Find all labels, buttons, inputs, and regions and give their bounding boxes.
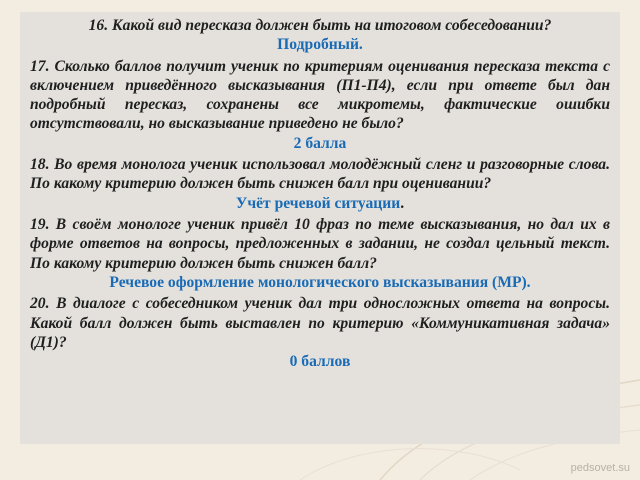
answer-17-text: 2 балла — [293, 134, 347, 152]
question-16: 16. Какой вид пересказа должен быть на итоговом собеседовании? — [88, 17, 552, 34]
question-20: 20. В диалоге с собеседником ученик дал три односложных ответа на вопросы. Какой балл должен быть выставлен по критерию «Коммуникативная задача» (Д1)? — [30, 295, 610, 351]
question-18: 18. Во время монолога ученик использовал молодёжный сленг и разговорные слова. По какому критерию должен быть снижен балл при оценивании? — [30, 156, 610, 193]
answer-16 — [30, 35, 610, 55]
answer-18-tail: . — [400, 194, 405, 212]
answer-16-text: Подробный. — [277, 36, 363, 54]
watermark: pedsovet.su — [570, 462, 630, 474]
answer-17 — [30, 134, 610, 154]
answer-20 — [30, 352, 610, 372]
question-17: 17. Сколько баллов получит ученик по критериям оценивания пересказа текста с включением приведённого высказывания (П1-П4), если при ответе был дан подробный пересказ, сохранены все микротемы, фактические ошибки отсутствовали, но высказывание приведено не было? — [30, 57, 610, 133]
answer-19-text: Речевое оформление монологического высказывания (МР). — [109, 273, 531, 291]
question-19: 19. В своём монологе ученик привёл 10 фраз по теме высказывания, но дал их в форме ответов на вопросы, предложенных в задании, не создал цельный текст. По какому критерию должен быть снижен балл? — [30, 216, 610, 272]
answer-19 — [30, 273, 610, 293]
content-panel — [20, 12, 620, 444]
answer-18-text: Учёт речевой ситуации — [235, 194, 401, 212]
answer-18 — [30, 194, 610, 214]
answer-20-text: 0 баллов — [289, 353, 351, 371]
